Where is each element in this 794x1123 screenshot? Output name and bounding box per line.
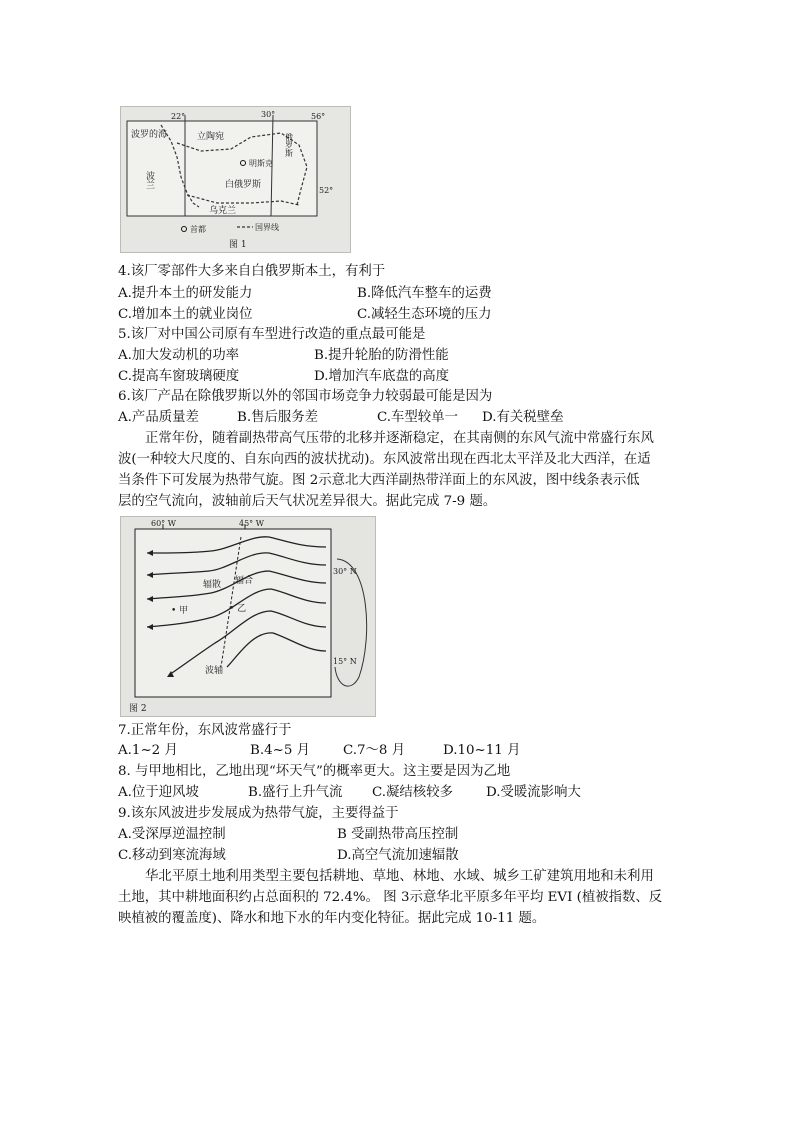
figure-1-map: [120, 106, 351, 253]
q4-option-a: A.提升本土的研发能力: [118, 286, 253, 301]
q6-option-c: C.车型较单一: [377, 410, 458, 425]
figure-1-caption: 图 1: [229, 240, 247, 250]
figure-2-caption: 图 2: [129, 704, 147, 714]
q6-option-a: A.产品质量差: [118, 410, 199, 425]
lat-30n-label: 30° N: [333, 567, 357, 576]
q7-option-d: D.10~11 月: [443, 743, 521, 758]
q8-option-c: C.凝结核较多: [372, 785, 453, 800]
q9-option-a: A.受深厚逆温控制: [118, 827, 226, 842]
lat-52-label: 52°: [319, 186, 334, 195]
q9-option-c: C.移动到寒流海域: [118, 848, 226, 863]
passage-2-line-3: 映植被的覆盖度)、降水和地下水的年内变化特征。据此完成 10-11 题。: [118, 911, 546, 926]
q8-option-d: D.受暖流影响大: [486, 785, 581, 800]
q4-option-d: C.减轻生态环境的压力: [357, 307, 492, 322]
passage-2-line-2: 土地，其中耕地面积约占总面积的 72.4%。 图 3示意华北平原多年平均 EVI (植被指数、反: [118, 890, 663, 905]
lat-56-label: 56°: [311, 112, 326, 121]
minsk-label: 明斯克: [249, 159, 273, 168]
divergence-label: 辐散: [203, 580, 222, 590]
border-legend: 国界线: [255, 223, 279, 232]
question-4-stem: 4.该厂零部件大多来自白俄罗斯本土，有利于: [118, 264, 386, 279]
passage-1-line-2: 波(一种较大尺度的、自东向西的波状扰动)。东风波常出现在西北太平洋及北大西洋，在适: [118, 452, 651, 467]
question-9-stem: 9.该东风波进步发展成为热带气旋，主要得益于: [118, 806, 399, 821]
lat-30-label: 30°: [261, 110, 276, 119]
question-6-stem: 6.该厂产品在除俄罗斯以外的邻国市场竞争力较弱最可能是因为: [118, 389, 493, 404]
ukraine-label: 乌克兰: [209, 206, 237, 216]
question-8-stem: 8. 与甲地相比，乙地出现“坏天气”的概率更大。这主要是因为乙地: [118, 764, 511, 779]
lat-22-label: 22°: [171, 112, 186, 121]
q4-option-b: B.降低汽车整车的运费: [357, 286, 492, 301]
q7-option-a: A.1~2 月: [118, 743, 178, 758]
passage-1-line-1: 正常年份，随着副热带高气压带的北移并逐渐稳定，在其南侧的东风气流中常盛行东风: [145, 431, 654, 446]
q8-option-b: B.盛行上升气流: [248, 785, 343, 800]
convergence-label: 辐合: [235, 576, 254, 586]
capital-legend: 首都: [190, 225, 206, 234]
q9-option-b: B 受副热带高压控制: [337, 827, 459, 842]
lat-15n-label: 15° N: [333, 657, 357, 666]
question-5-stem: 5.该厂对中国公司原有车型进行改造的重点最可能是: [118, 327, 426, 342]
q5-option-d: D.增加汽车底盘的高度: [314, 369, 450, 384]
lithuania-label: 立陶宛: [197, 132, 225, 142]
q7-option-c: C.7～8 月: [343, 743, 406, 758]
passage-1-line-4: 层的空气流向，波轴前后天气状况差异很大。据此完成 7-9 题。: [118, 494, 497, 509]
question-7-stem: 7.正常年份，东风波常盛行于: [118, 723, 292, 738]
point-yi-label: • 乙: [229, 604, 247, 614]
baltic-sea-label: 波罗的海: [131, 130, 168, 140]
q6-option-d: D.有关税壁垒: [482, 410, 564, 425]
point-jia-label: • 甲: [171, 606, 189, 616]
q5-option-b: B.提升轮胎的防滑性能: [314, 348, 449, 363]
passage-2-line-1: 华北平原土地利用类型主要包括耕地、草地、林地、水域、城乡工矿建筑用地和未利用: [145, 869, 654, 884]
q5-option-c: C.提高车窗玻璃硬度: [118, 369, 240, 384]
q4-option-c: C.增加本土的就业岗位: [118, 307, 253, 322]
q7-option-b: B.4~5 月: [250, 743, 311, 758]
q9-option-d: D.高空气流加速辐散: [337, 848, 459, 863]
lon-60w-label: 60° W: [151, 519, 176, 528]
q5-option-a: A.加大发动机的功率: [118, 348, 240, 363]
q6-option-b: B.售后服务差: [237, 410, 319, 425]
poland-label: 波兰: [144, 171, 154, 189]
passage-1-line-3: 当条件下可发展为热带气旋。图 2示意北大西洋副热带洋面上的东风波，图中线条表示低: [118, 473, 640, 488]
q8-option-a: A.位于迎风坡: [118, 785, 199, 800]
lon-45w-label: 45° W: [239, 519, 264, 528]
belarus-label: 白俄罗斯: [225, 180, 262, 190]
russia-label: 俄罗斯: [284, 133, 294, 157]
wave-axis-label: 波轴: [205, 666, 224, 676]
figure-2-easterly-wave: [120, 516, 376, 717]
